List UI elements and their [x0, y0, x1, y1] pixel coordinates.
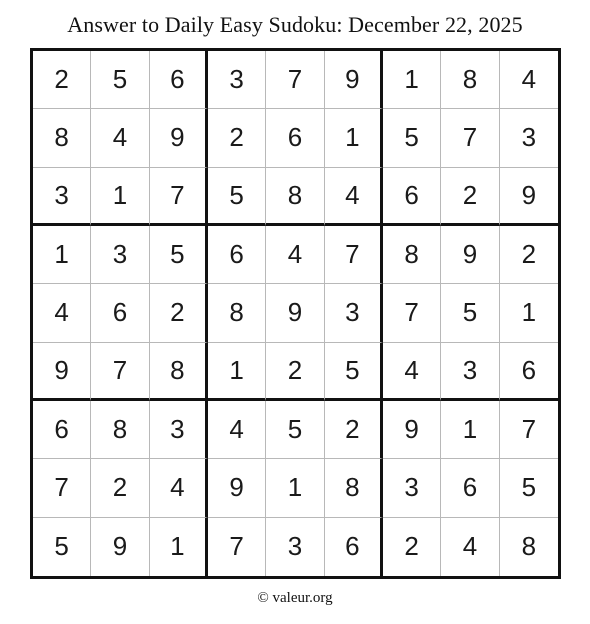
sudoku-cell-r9c8: 4: [441, 518, 499, 576]
sudoku-cell-r7c5: 5: [266, 401, 324, 459]
sudoku-cell-r9c4: 7: [208, 518, 266, 576]
sudoku-cell-r2c9: 3: [500, 109, 558, 167]
sudoku-cell-r4c7: 8: [383, 226, 441, 284]
sudoku-cell-r2c2: 4: [91, 109, 149, 167]
sudoku-cell-r4c5: 4: [266, 226, 324, 284]
sudoku-cell-r1c8: 8: [441, 51, 499, 109]
sudoku-cell-r3c4: 5: [208, 168, 266, 226]
sudoku-cell-r5c7: 7: [383, 284, 441, 342]
sudoku-cell-r2c1: 8: [33, 109, 91, 167]
sudoku-cell-r7c6: 2: [325, 401, 383, 459]
sudoku-cell-r7c1: 6: [33, 401, 91, 459]
copyright-footer: © valeur.org: [257, 590, 333, 606]
sudoku-cell-r6c7: 4: [383, 343, 441, 401]
page-title: Answer to Daily Easy Sudoku: December 22, 2025: [67, 12, 523, 37]
sudoku-cell-r4c6: 7: [325, 226, 383, 284]
sudoku-cell-r4c1: 1: [33, 226, 91, 284]
sudoku-cell-r3c8: 2: [441, 168, 499, 226]
sudoku-cell-r9c9: 8: [521, 531, 537, 562]
sudoku-cell-r3c7: 6: [383, 168, 441, 226]
sudoku-cell-r1c1: 2: [33, 51, 91, 109]
sudoku-cell-r7c2: 8: [91, 401, 149, 459]
sudoku-cell-r5c5: 9: [266, 284, 324, 342]
sudoku-cell-r4c2: 3: [91, 226, 149, 284]
sudoku-cell-r6c6: 5: [325, 343, 383, 401]
sudoku-cell-r2c4: 2: [208, 109, 266, 167]
sudoku-cell-r7c4: 4: [208, 401, 266, 459]
sudoku-cell-r6c2: 7: [91, 343, 149, 401]
sudoku-cell-r3c6: 4: [325, 168, 383, 226]
sudoku-cell-r5c4: 8: [208, 284, 266, 342]
sudoku-cell-r5c9: 1: [500, 284, 558, 342]
sudoku-board: [30, 48, 561, 579]
sudoku-cell-r2c8: 7: [441, 109, 499, 167]
sudoku-cell-r9c6: 6: [325, 518, 383, 576]
sudoku-cell-r8c7: 3: [383, 459, 441, 517]
sudoku-cell-r2c5: 6: [266, 109, 324, 167]
sudoku-cell-r8c2: 2: [91, 459, 149, 517]
sudoku-cell-r2c7: 5: [383, 109, 441, 167]
sudoku-cell-r8c8: 6: [441, 459, 499, 517]
sudoku-cell-r9c2: 9: [91, 518, 149, 576]
sudoku-cell-r1c2: 5: [91, 51, 149, 109]
sudoku-cell-r5c8: 5: [441, 284, 499, 342]
sudoku-cell-r3c2: 1: [91, 168, 149, 226]
sudoku-cell-r8c6: 8: [325, 459, 383, 517]
sudoku-cell-r7c8: 1: [441, 401, 499, 459]
sudoku-cell-r9c3: 1: [150, 518, 208, 576]
sudoku-cell-r6c9: 6: [500, 343, 558, 401]
sudoku-cell-r7c7: 9: [383, 401, 441, 459]
sudoku-cell-r5c2: 6: [91, 284, 149, 342]
sudoku-cell-r4c4: 6: [208, 226, 266, 284]
sudoku-cell-r3c1: 3: [33, 168, 91, 226]
sudoku-cell-r8c3: 4: [150, 459, 208, 517]
sudoku-cell-r4c3: 5: [150, 226, 208, 284]
sudoku-cell-r5c3: 2: [150, 284, 208, 342]
sudoku-cell-r1c9: 4: [500, 51, 558, 109]
sudoku-cell-r9c7: 2: [383, 518, 441, 576]
sudoku-cell-r2c6: 1: [325, 109, 383, 167]
sudoku-cell-r5c6: 3: [325, 284, 383, 342]
sudoku-cell-r6c5: 2: [266, 343, 324, 401]
sudoku-cell-r8c5: 1: [266, 459, 324, 517]
sudoku-cell-r7c9: 7: [500, 401, 558, 459]
sudoku-cell-r3c3: 7: [150, 168, 208, 226]
sudoku-cell-r5c1: 4: [33, 284, 91, 342]
sudoku-cell-r3c5: 8: [266, 168, 324, 226]
sudoku-cell-r6c3: 8: [150, 343, 208, 401]
sudoku-cell-r9c1: 5: [33, 518, 91, 576]
sudoku-cell-r3c9: 9: [500, 168, 558, 226]
sudoku-cell-r8c4: 9: [208, 459, 266, 517]
sudoku-cell-r6c8: 3: [441, 343, 499, 401]
sudoku-cell-r4c9: 2: [500, 226, 558, 284]
sudoku-cell-r4c8: 9: [441, 226, 499, 284]
sudoku-cell-r8c1: 7: [33, 459, 91, 517]
sudoku-cell-r2c3: 9: [150, 109, 208, 167]
sudoku-cell-r1c5: 7: [266, 51, 324, 109]
sudoku-cell-r7c3: 3: [150, 401, 208, 459]
sudoku-cell-r8c9: 5: [500, 459, 558, 517]
sudoku-cell-r1c3: 6: [150, 51, 208, 109]
sudoku-cell-r1c7: 1: [383, 51, 441, 109]
sudoku-cell-r1c6: 9: [325, 51, 383, 109]
sudoku-cell-r6c4: 1: [208, 343, 266, 401]
sudoku-cell-r6c1: 9: [33, 343, 91, 401]
sudoku-cell-r1c4: 3: [208, 51, 266, 109]
sudoku-cell-r9c5: 3: [266, 518, 324, 576]
